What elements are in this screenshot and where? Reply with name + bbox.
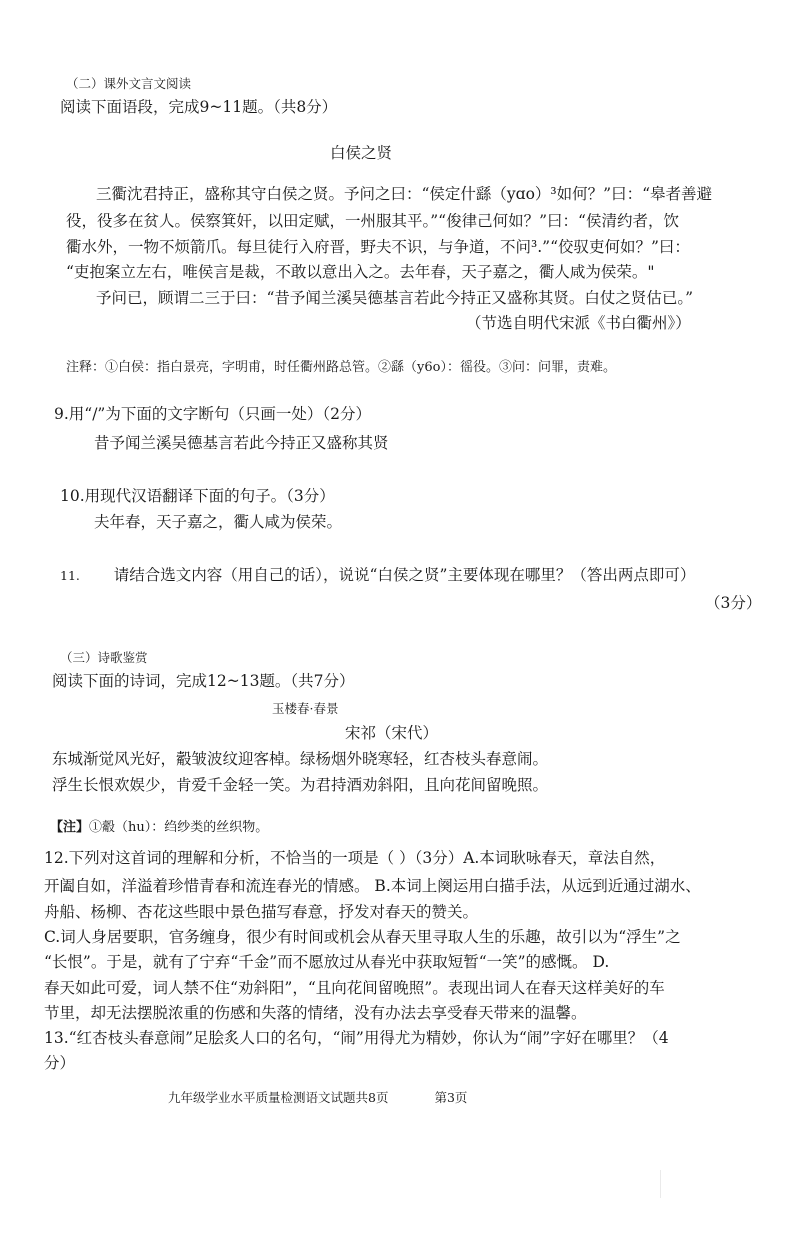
passage-line-2: 役，役多在贫人。侯察箕奸，以田定赋，一州服其平。”“俊律己何如？”曰：“侯清约者，饮 [66, 212, 679, 230]
poem-note-label: 【注】 [50, 820, 90, 835]
poem-note-text: ①觳（hu）：绉纱类的丝织物。 [89, 820, 269, 835]
q12-line-7: 节里，却无法摆脱浓重的伤感和失落的情绪，没有办法去享受春天带来的温馨。 [44, 1004, 587, 1022]
q12-line-2: 开阖自如，洋溢着珍惜青春和流连春光的情感。 B.本词上阕运用白描手法，从远到近通过湖水、 [44, 877, 701, 895]
section3-heading: （三）诗歌鉴赏 [60, 650, 148, 665]
poem-title: 玉楼春·春景 [272, 701, 339, 716]
q11-line [60, 565, 695, 586]
poem-note [50, 818, 268, 838]
q13-line-1: 13.“红杏枝头春意闹”足脍炙人口的名句，“闹”用得尤为精妙，你认为“闹”字好在哪里？（4 [44, 1029, 669, 1047]
q9-prompt: 9.用“/”为下面的文字断句（只画一处）（2分） [54, 405, 371, 423]
q11-score: （3分） [705, 594, 762, 612]
section3-instruction: 阅读下面的诗词，完成12~13题。（共7分） [52, 672, 355, 690]
passage-source: （节选自明代宋派《书白衢州》） [466, 314, 691, 332]
passage-title: 白侯之贤 [330, 144, 393, 162]
footer-info [168, 1088, 467, 1108]
q11-prompt: 请结合选文内容（用自己的话），说说“白侯之贤”主要体现在哪里？（答出两点即可） [113, 566, 696, 584]
passage-line-4: “吏抱案立左右，唯侯言是裁，不敢以意出入之。去年春，天子嘉之，衢人咸为侯荣。" [66, 263, 655, 281]
section2-heading: （二）课外文言文阅读 [66, 76, 192, 91]
page-number: 第3页 [434, 1090, 468, 1105]
passage-line-5: 予问已，顾谓二三于曰：“昔予闻兰溪吴德基言若此今持正又盛称其贤。白仗之贤估已。” [96, 289, 694, 307]
poem-author: 宋祁（宋代） [345, 724, 439, 742]
q12-line-3: 舟船、杨柳、杏花这些眼中景色描写春意，抒发对春天的赞关。 [44, 903, 479, 921]
passage-notes: 注释：①白侯：指白景亮，字明甫，时任衢州路总管。②繇（y6o）：徭役。③问：问罪，责难。 [66, 360, 616, 375]
q13-line-2: 分） [44, 1054, 76, 1072]
section2-instruction: 阅读下面语段，完成9~11题。（共8分） [60, 98, 338, 116]
poem-line-1: 东城渐觉风光好，觳皱波纹迎客棹。绿杨烟外晓寒轻，红杏枝头春意闹。 [52, 750, 549, 768]
q12-line-5: “长恨”。于是，就有了宁弃“千金”而不愿放过从春光中获取短暂“一笑”的感慨。 D. [44, 953, 610, 971]
q12-line-6: 春天如此可爱，词人禁不住“劝斜阳”，“且向花间留晚照”。表现出词人在春天这样美好的车 [44, 979, 665, 997]
poem-line-2: 浮生长恨欢娱少，肯爱千金轻一笑。为君持酒劝斜阳，且向花间留晚照。 [52, 776, 549, 794]
footer-text: 九年级学业水平质量检测语文试题共8页 [168, 1090, 389, 1105]
q11-number: 11. [60, 568, 80, 583]
q9-text: 昔予闻兰溪吴德基言若此今持正又盛称其贤 [94, 434, 389, 452]
q12-line-1: 12.下列对这首词的理解和分析，不恰当的一项是（ ）（3分）A.本词耿咏春天，章法自然， [44, 849, 666, 867]
scan-artifact [660, 1170, 661, 1198]
passage-line-1: 三衢沈君持正，盛称其守白侯之贤。予问之曰：“侯定什繇（yɑo）³如何？”曰：“皋者善避 [96, 185, 712, 203]
q10-prompt: 10.用现代汉语翻译下面的句子。（3分） [60, 487, 335, 505]
q10-text: 夫年春，天子嘉之，衢人咸为侯荣。 [94, 513, 343, 531]
q12-line-4: C.词人身居要职，官务缠身，很少有时间或机会从春天里寻取人生的乐趣，故引以为“浮生”之 [44, 928, 681, 946]
passage-line-3: 衢水外，一物不烦箭爪。每旦徒行入府晋，野夫不识，与争道，不问³.”“佼驭吏何如？”曰： [66, 238, 690, 256]
